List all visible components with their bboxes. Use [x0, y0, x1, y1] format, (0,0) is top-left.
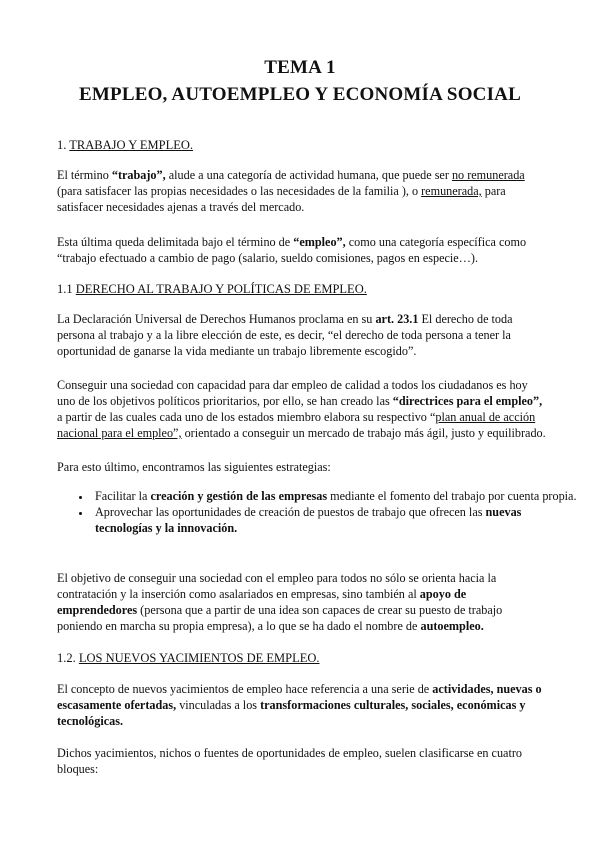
section-number: 1.	[57, 138, 67, 152]
text-run: Conseguir una sociedad con capacidad para dar empleo de calidad a todos los ciudadanos es hoy uno de los objetivos políticos prioritarios, por ello, se han creado las	[57, 378, 528, 408]
section-heading-1-2	[57, 650, 547, 666]
paragraph-autoempleo	[57, 570, 547, 634]
text-run: a partir de las cuales cada uno de los estados miembro elabora su respectivo “	[57, 410, 436, 424]
text-run: (persona que a partir de una idea son capaces de crear su puesto de trabajo poniendo en marcha su propia empresa), a lo que se ha dado el nombre de	[57, 603, 503, 633]
section-number: 1.1	[57, 282, 73, 296]
text-run: Facilitar la	[95, 489, 151, 503]
text-run: La Declaración Universal de Derechos Humanos proclama en su	[57, 312, 376, 326]
paragraph-declaracion	[57, 311, 547, 359]
text-run: vinculadas a los	[176, 698, 261, 712]
text-run: para satisfacer necesidades ajenas a través del mercado.	[57, 184, 506, 214]
text-run: Aprovechar las oportunidades de creación de puestos de trabajo que ofrecen las	[95, 505, 486, 519]
underlined-term: remunerada,	[421, 184, 482, 198]
bold-term: actividades, nuevas o escasamente ofertadas,	[57, 682, 542, 712]
text-run: El concepto de nuevos yacimientos de empleo hace referencia a una serie de	[57, 682, 433, 696]
bold-term: “directrices para el empleo”,	[392, 394, 543, 408]
list-item	[91, 504, 581, 536]
paragraph-yacimientos	[57, 681, 547, 729]
section-number: 1.2.	[57, 651, 76, 665]
section-title: TRABAJO Y EMPLEO.	[69, 138, 194, 152]
list-item	[91, 488, 581, 504]
strategy-list	[57, 488, 581, 536]
bold-term: nuevas tecnologías y la innovación.	[95, 505, 522, 535]
section-title: LOS NUEVOS YACIMIENTOS DE EMPLEO.	[78, 651, 320, 665]
text-run: El término	[57, 168, 112, 182]
page-subtitle: EMPLEO, AUTOEMPLEO Y ECONOMÍA SOCIAL	[79, 84, 521, 105]
bold-term: art. 23.1	[375, 312, 419, 326]
bold-term: autoempleo.	[420, 619, 484, 633]
text-run: alude a una categoría de actividad humana, que puede ser	[165, 168, 452, 182]
bold-term: “empleo”,	[293, 235, 346, 249]
text-run: como una categoría específica como “trabajo efectuado a cambio de pago (salario, sueldo comisiones, pagos en especie…).	[57, 235, 527, 265]
paragraph-bloques: Dichos yacimientos, nichos o fuentes de oportunidades de empleo, suelen clasificarse en cuatro bloques:	[57, 746, 523, 776]
bold-term: creación y gestión de las empresas	[150, 489, 328, 503]
underlined-term: no remunerada	[451, 168, 525, 182]
bold-term: apoyo de emprendedores	[57, 587, 467, 617]
text-run: orientado a conseguir un mercado de trabajo más ágil, justo y equilibrado.	[181, 426, 546, 440]
paragraph-directrices	[57, 377, 547, 441]
bold-term: transformaciones culturales, sociales, económicas y tecnológicas.	[57, 698, 526, 728]
paragraph-empleo	[57, 234, 547, 266]
page-title: TEMA 1	[264, 57, 336, 78]
section-heading-1	[57, 137, 547, 153]
paragraph-estrategias: Para esto último, encontramos las siguientes estrategias:	[57, 460, 331, 474]
underlined-term: plan anual de acción nacional para el empleo”,	[57, 410, 536, 440]
bold-term: “trabajo”,	[111, 168, 166, 182]
text-run: (para satisfacer las propias necesidades o las necesidades de la familia ), o	[57, 184, 422, 198]
text-run: mediante el fomento del trabajo por cuenta propia.	[327, 489, 577, 503]
section-title: DERECHO AL TRABAJO Y POLÍTICAS DE EMPLEO.	[75, 282, 367, 296]
text-run: El derecho de toda persona al trabajo y a la libre elección de este, es decir, “el derecho de toda persona a tener la oportunidad de ganarse la vida mediante un trabajo libremente escogido”.	[57, 312, 513, 358]
text-run: El objetivo de conseguir una sociedad con el empleo para todos no sólo se orienta hacia la contratación y la inserción como asalariados en empresas, sino también al	[57, 571, 497, 601]
section-heading-1-1	[57, 281, 547, 297]
text-run: Esta última queda delimitada bajo el término de	[57, 235, 294, 249]
paragraph-trabajo	[57, 167, 547, 215]
